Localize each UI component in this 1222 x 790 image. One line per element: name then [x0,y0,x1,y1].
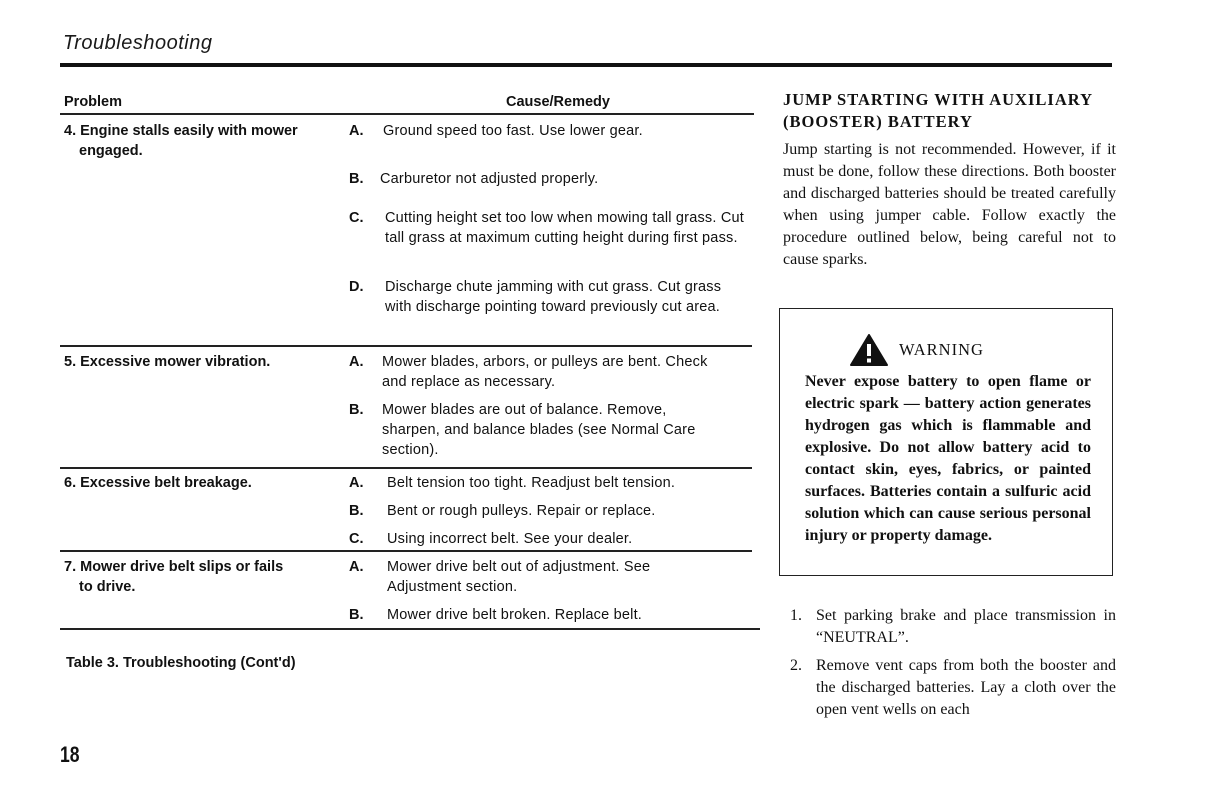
problem-text: Excessive belt breakage. [80,475,252,491]
step-text: Set parking brake and place transmission in “NEUTRAL”. [816,607,1116,646]
problem-6 [64,473,334,493]
problem-text-cont: engaged. [79,143,143,159]
header-rule [60,63,1112,67]
cause-remedy-text: Bent or rough pulleys. Repair or replace. [387,503,656,519]
cause-letter: A. [349,123,364,139]
problem-4 [64,121,334,161]
warning-label: WARNING [899,340,984,359]
problem-text: Engine stalls easily with mower [80,123,298,139]
step-number: 1. [790,607,802,624]
page-number: 18 [60,742,80,767]
cause-remedy-text: Cutting height set too low when mowing tall grass. Cut tall grass at maximum cutting height during first pass. [385,210,744,246]
jump-start-heading: JUMP STARTING WITH AUXILIARY (BOOSTER) BATTERY [783,90,1093,131]
cause-letter: C. [349,210,364,226]
problem-number: 6. [64,475,77,491]
cause-remedy-text: Mower drive belt out of adjustment. See Adjustment section. [387,559,651,595]
column-header-problem: Problem [64,94,123,110]
cause-remedy-text: Discharge chute jamming with cut grass. Cut grass with discharge pointing toward previously cut area. [385,279,722,315]
cause-remedy-text: Belt tension too tight. Readjust belt tension. [387,475,676,491]
cause-letter: B. [349,171,364,187]
problem-text: Mower drive belt slips or fails [80,559,284,575]
step-number: 2. [790,657,802,674]
warning-text: Never expose battery to open flame or electric spark — battery action generates hydrogen gas which is flammable and explosive. Do not allow battery acid to contact skin, eyes, fabrics, or painted surfaces. Batteries contain a sulfuric acid solution which can cause serious personal injury or property damage. [805,373,1091,544]
jump-start-intro: Jump starting is not recommended. However, if it must be done, follow these directions. Both booster and discharged batteries should be treated carefully when using jumper cable. Follow exactly the procedure outlined below, being careful not to cause sparks. [783,141,1116,268]
problem-number: 7. [64,559,77,575]
warning-heading [849,333,984,367]
column-header-cause-remedy: Cause/Remedy [506,94,610,110]
row-divider [60,345,752,347]
cause-letter: A. [349,475,364,491]
problem-7 [64,557,334,597]
cause-letter: B. [349,503,364,519]
problem-text: Excessive mower vibration. [80,354,271,370]
problem-number: 5. [64,354,77,370]
problem-text-cont: to drive. [79,579,136,595]
table-bottom-rule [60,628,760,630]
problem-number: 4. [64,123,77,139]
table-caption: Table 3. Troubleshooting (Cont'd) [66,655,296,671]
table-header-rule [60,113,754,115]
cause-remedy-text: Using incorrect belt. See your dealer. [387,531,633,547]
cause-remedy-text: Mower drive belt broken. Replace belt. [387,607,643,623]
row-divider [60,467,752,469]
cause-letter: A. [349,559,364,575]
section-title: Troubleshooting [63,32,213,54]
cause-remedy-text: Mower blades are out of balance. Remove, sharpen, and balance blades (see Normal Care section). [382,402,696,458]
cause-remedy-text: Carburetor not adjusted properly. [380,171,599,187]
warning-triangle-icon [849,333,889,367]
cause-remedy-text: Mower blades, arbors, or pulleys are bent. Check and replace as necessary. [382,354,708,390]
cause-letter: D. [349,279,364,295]
row-divider [60,550,752,552]
cause-letter: B. [349,402,364,418]
cause-letter: B. [349,607,364,623]
step-item [790,655,1116,721]
cause-letter: C. [349,531,364,547]
step-text: Remove vent caps from both the booster and the discharged batteries. Lay a cloth over the open vent wells on each [816,657,1116,718]
step-item [790,605,1116,649]
cause-remedy-text: Ground speed too fast. Use lower gear. [383,123,643,139]
cause-letter: A. [349,354,364,370]
problem-5 [64,352,334,372]
